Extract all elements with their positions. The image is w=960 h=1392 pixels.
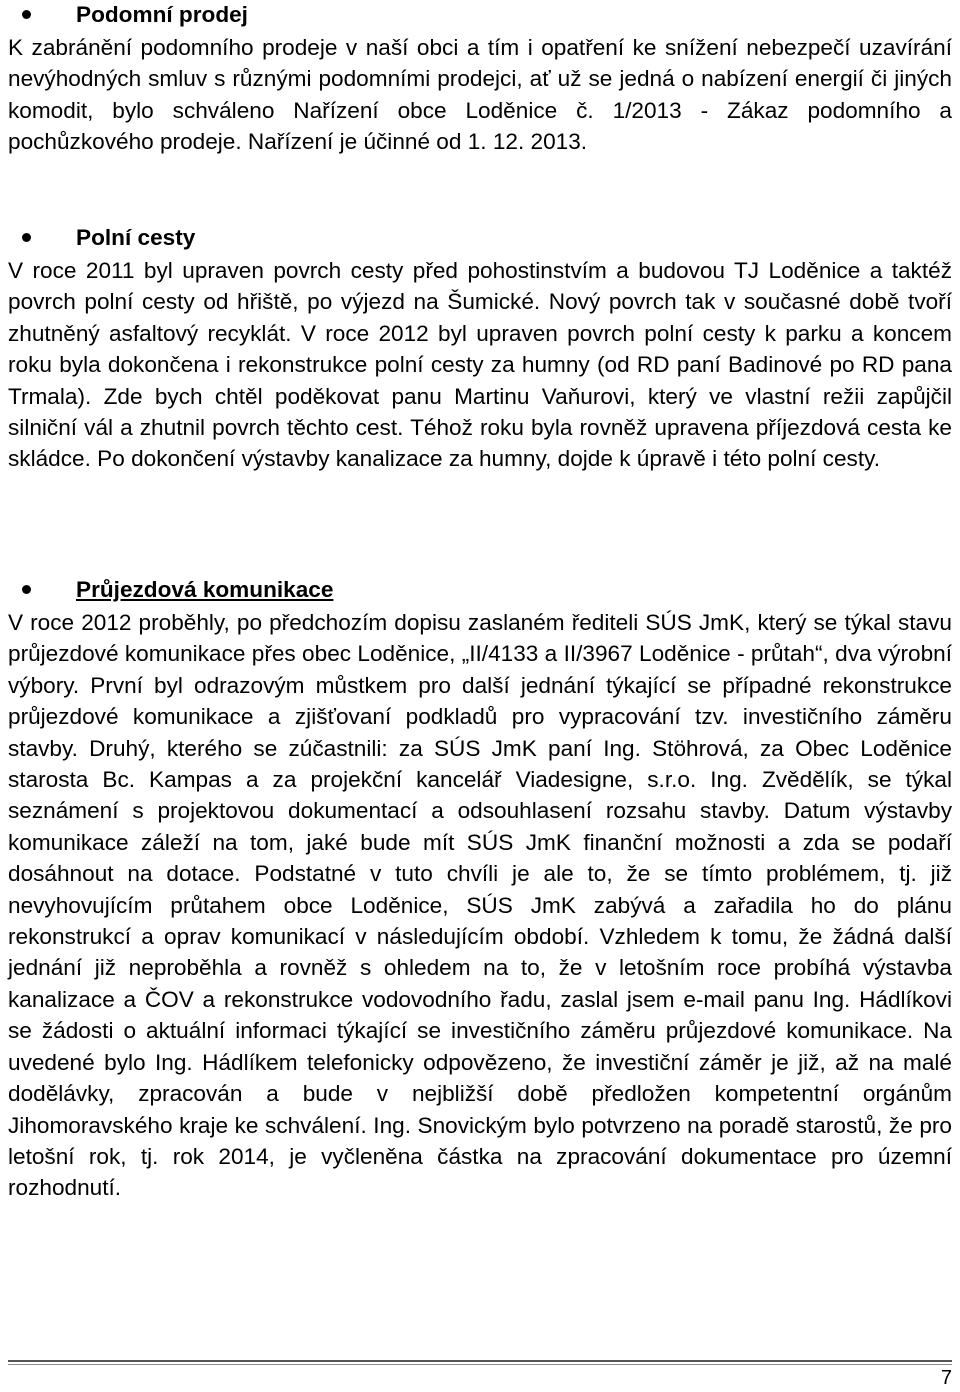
bullet-icon	[22, 10, 31, 19]
section-body: V roce 2011 byl upraven povrch cesty před pohostinstvím a budovou TJ Loděnice a taktéž povrch polní cesty od hřiště, po výjezd na Šumické. Nový povrch tak v současné době tvoří zhutněný asfaltový recyklát. V roce 2012 byl upraven povrch polní cesty k parku a koncem roku byla dokončena i rekonstrukce polní cesty za humny (od RD paní Badinové po RD pana Trmala). Zde bych chtěl poděkovat panu Martinu Vaňurovi, který ve vlastní režii zapůjčil silniční vál a zhutnil povrch těchto cest. Téhož roku byla rovněž upravena příjezdová cesta ke skládce. Po dokončení výstavby kanalizace za humny, dojde k úpravě i této polní cesty.	[8, 258, 952, 472]
bullet-icon	[22, 233, 31, 242]
heading-text: Podomní prodej	[76, 2, 248, 27]
bullet-icon	[22, 585, 31, 594]
section-podomni-prodej	[8, 0, 952, 158]
section-polni-cesty	[8, 223, 952, 475]
section-heading	[8, 0, 952, 29]
heading-text: Průjezdová komunikace	[76, 577, 334, 602]
section-body: K zabránění podomního prodeje v naší obci a tím i opatření ke snížení nebezpečí uzavírání nevýhodných smluv s různými podomními prodejci, ať už se jedná o nabízení energií či jiných komodit, bylo schváleno Nařízení obce Loděnice č. 1/2013 - Zákaz podomního a pochůzkového prodeje. Nařízení je účinné od 1. 12. 2013.	[8, 35, 952, 155]
section-body: V roce 2012 proběhly, po předchozím dopisu zaslaném řediteli SÚS JmK, který se týkal stavu průjezdové komunikace přes obec Loděnice, „II/4133 a II/3967 Loděnice - průtah“, dva výrobní výbory. První byl odrazovým můstkem pro další jednání týkající se případné rekonstrukce průjezdové komunikace a zjišťovaní podkladů pro vypracování tzv. investičního záměru stavby. Druhý, kterého se zúčastnili: za SÚS JmK paní Ing. Stöhrová, za Obec Loděnice starosta Bc. Kampas a za projekční kancelář Viadesigne, s.r.o. Ing. Zvědělík, se týkal seznámení s projektovou dokumentací a odsouhlasení rozsahu stavby. Datum výstavby komunikace záleží na tom, jaké bude mít SÚS JmK finanční možnosti a zda se podaří dosáhnout na dotace. Podstatné v tuto chvíli je ale to, že se tímto problémem, tj. již nevyhovujícím průtahem obce Loděnice, SÚS JmK zabývá a zařadila ho do plánu rekonstrukcí a oprav komunikací v následujícím období. Vzhledem k tomu, že žádná další jednání již neproběhla a rovněž s ohledem na to, že v letošním roce probíhá výstavba kanalizace a ČOV a rekonstrukce vodovodního řadu, zaslal jsem e-mail panu Ing. Hádlíkovi se žádosti o aktuální informaci týkající se investičního záměru průjezdové komunikace. Na uvedené bylo Ing. Hádlíkem telefonicky odpovězeno, že investiční záměr je již, až na malé dodělávky, zpracován a bude v nejbližší době předložen kompetentní orgánům Jihomoravského kraje ke schválení. Ing. Snovickým bylo potvrzeno na poradě starostů, že pro letošní rok, tj. rok 2014, je vyčleněna částka na zpracování dokumentace pro územní rozhodnutí.	[8, 610, 952, 1201]
section-prujezdova-komunikace	[8, 575, 952, 1204]
section-heading	[8, 575, 952, 604]
footer-divider-thin	[8, 1364, 952, 1365]
section-heading	[8, 223, 952, 252]
page-number: 7	[940, 1367, 952, 1389]
heading-text: Polní cesty	[76, 225, 196, 250]
footer-divider	[8, 1360, 952, 1362]
